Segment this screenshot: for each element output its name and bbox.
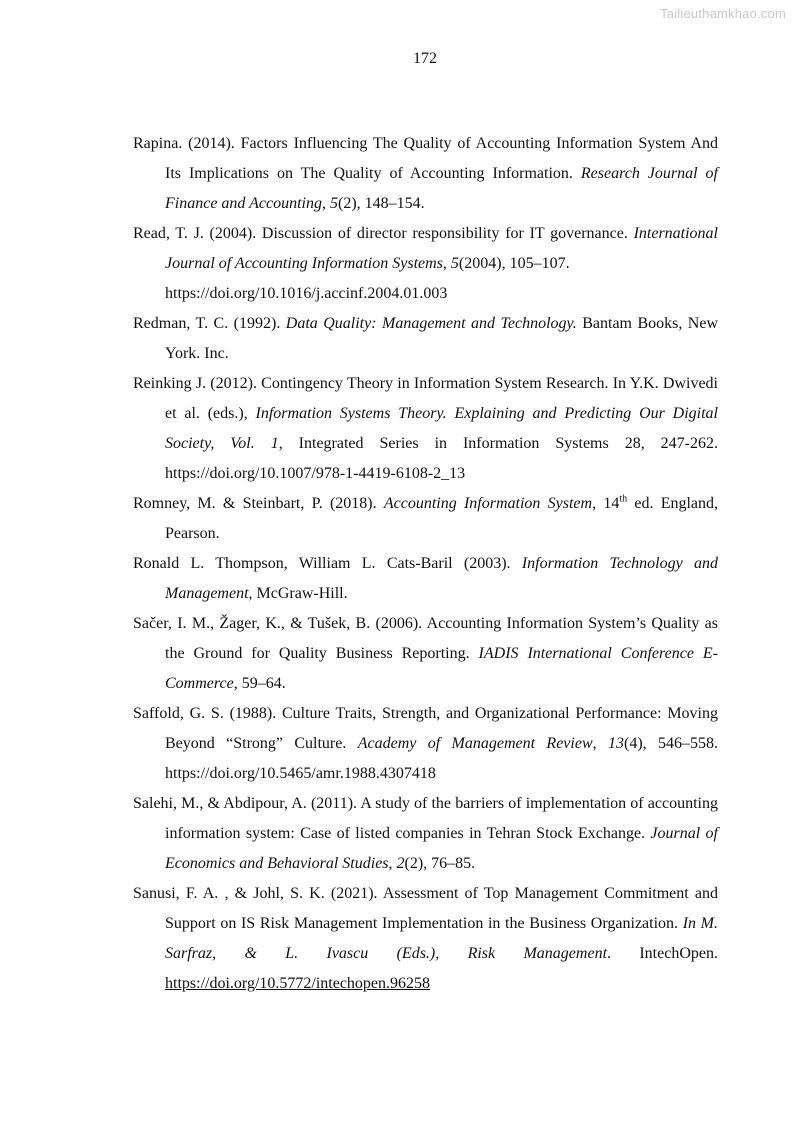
reference-rapina: Rapina. (2014). Factors Influencing The Quality of Accounting Information System And Its Implications on The Quality of Accounting Information. Research Journal of Finance and Accounting, 5(2), 148–154. [133,135,718,212]
watermark-text: Tailieuthamkhao.com [660,6,786,21]
reference-salehi: Salehi, M., & Abdipour, A. (2011). A study of the barriers of implementation of accounting information system: Case of listed companies in Tehran Stock Exchange. Journal of Economics and Behavioral Studies, 2(2), 76–85. [133,795,719,872]
page-number: 172 [413,50,437,67]
reference-sanusi-doi-link[interactable]: https://doi.org/10.5772/intechopen.96258 [165,975,431,992]
reference-read-doi: https://doi.org/10.1016/j.accinf.2004.01.003 [165,285,448,302]
reference-thompson: Ronald L. Thompson, William L. Cats-Baril (2003). Information Technology and Management, McGraw-Hill. [133,555,718,602]
reference-sacer: Sačer, I. M., Žager, K., & Tušek, B. (2006). Accounting Information System’s Quality as the Ground for Quality Business Reporting. IADIS International Conference E-Commerce, 59–64. [133,615,718,692]
reference-redman: Redman, T. C. (1992). Data Quality: Management and Technology. Bantam Books, New York. Inc. [133,315,719,362]
reference-reinking: Reinking J. (2012). Contingency Theory in Information System Research. In Y.K. Dwivedi et al. (eds.), Information Systems Theory. Explaining and Predicting Our Digital Society, Vol. 1, Integrated Series in Information Systems 28, 247-262. https://doi.org/10.1007/978-1-4419-6108-2_13 [133,375,719,482]
reference-sanusi: Sanusi, F. A. , & Johl, S. K. (2021). Assessment of Top Management Commitment and Support on IS Risk Management Implementation in the Business Organization. In M. Sarfraz, & L. Ivascu (Eds.), Risk Management. IntechOpen. https://doi.org/10.5772/intechopen.96258 [133,885,718,992]
reference-read: Read, T. J. (2004). Discussion of director responsibility for IT governance. International Journal of Accounting Information Systems, 5(2004), 105–107. https://doi.org/10.1016/j.accinf.2004.01.003 [133,225,718,302]
reference-list [133,129,718,999]
reference-saffold: Saffold, G. S. (1988). Culture Traits, Strength, and Organizational Performance: Moving Beyond “Strong” Culture. Academy of Management Review, 13(4), 546–558. https://doi.org/10.5465/amr.1988.4307418 [133,705,719,782]
reference-romney: Romney, M. & Steinbart, P. (2018). Accounting Information System, 14th ed. England, Pearson. [133,493,719,542]
